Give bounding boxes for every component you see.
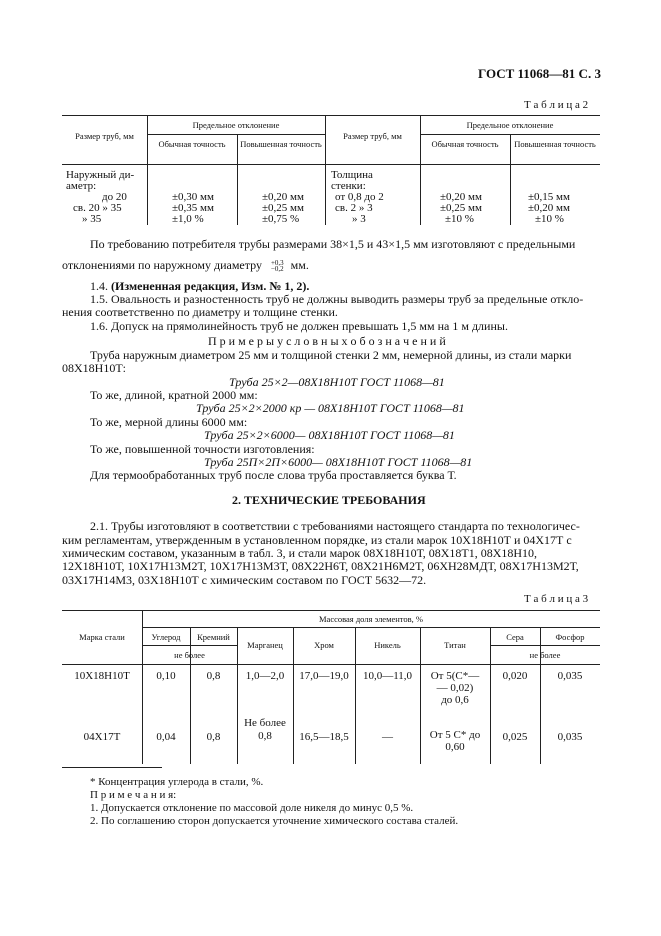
t3-r1-si: 0,8 <box>206 670 221 682</box>
footnote-divider <box>62 767 162 768</box>
section-2-1-line3: химическим составом, указанным в табл. 3, и стали марок 08Х18Н10Т, 08Х18Т1, 08Х18Н10, <box>62 546 538 560</box>
para-1-6: 1.6. Допуск на прямолинейность труб не должен превышать 1,5 мм на 1 м длины. <box>90 319 508 333</box>
t3-col-s: Сера <box>506 632 524 642</box>
t2-col-high-left: Повышенная точность <box>240 139 322 149</box>
section-2-1-line5: 03Х17Н14М3, 03Х18Н10Т с химическим составом по ГОСТ 5632—72. <box>62 573 427 587</box>
table3-caption: Т а б л и ц а 3 <box>524 593 589 605</box>
t3-r2-grade: 04Х17Т <box>83 731 121 743</box>
t2-right-high-3: ±10 % <box>535 213 564 225</box>
t2-left-high-1: ±0,20 мм <box>262 191 304 203</box>
t3-r1-cr: 17,0—19,0 <box>299 670 349 682</box>
note-1: 1. Допускается отклонение по массовой доле никеля до минус 0,5 %. <box>90 802 414 814</box>
table2-caption: Т а б л и ц а 2 <box>524 99 589 111</box>
example-4: То же, повышенной точности изготовления: <box>90 442 315 456</box>
t3-not-more-1: не более <box>174 650 205 660</box>
t2-right-label2: стенки: <box>331 180 366 192</box>
t2-col-normal-right: Обычная точность <box>431 139 499 149</box>
para-1-4-num: 1.4. <box>90 279 108 293</box>
tolerance-plus: +0,3 <box>270 259 284 268</box>
footnote-star: * Концентрация углерода в стали, %. <box>90 776 264 788</box>
t2-right-high-2: ±0,20 мм <box>528 202 570 214</box>
t2-right-normal-1: ±0,20 мм <box>440 191 482 203</box>
t3-r2-mn-2: 0,8 <box>258 730 272 742</box>
tolerance-minus: −0,2 <box>270 265 284 274</box>
t3-r2-ni: — <box>382 731 393 743</box>
t3-r2-si: 0,8 <box>206 731 221 743</box>
t2-col-size-right: Размер труб, мм <box>343 131 402 141</box>
t3-r2-ti-2: 0,60 <box>445 741 465 753</box>
t3-col-grade: Марка стали <box>79 632 125 642</box>
t3-col-mn: Марганец <box>247 640 283 650</box>
t3-r2-mn-1: Не более <box>244 717 286 729</box>
t3-r1-ti-1: От 5(С*— <box>430 670 480 682</box>
example-2-code: Труба 25×2×2000 кр — 08Х18Н10Т ГОСТ 11068—81 <box>196 401 465 415</box>
t2-left-label2: аметр: <box>66 180 97 192</box>
tolerance-unit: мм. <box>290 258 309 272</box>
t3-col-ni: Никель <box>374 640 401 650</box>
t3-r2-cr: 16,5—18,5 <box>299 731 349 743</box>
para-request-line1: По требованию потребителя трубы размерами 38×1,5 и 43×1,5 мм изготовляют с предельными <box>90 237 576 251</box>
t2-right-label1: Толщина <box>331 169 373 181</box>
t2-left-size-3: » 35 <box>82 213 102 225</box>
t3-r2-c: 0,04 <box>156 731 176 743</box>
para-1-5-line1: 1.5. Овальность и разностенность труб не должны выводить размеры труб за предельные откло- <box>90 292 584 306</box>
para-request-text: отклонениями по наружному диаметру <box>62 258 262 272</box>
t2-col-high-right: Повышенная точность <box>514 139 596 149</box>
example-4-code: Труба 25П×2П×6000— 08Х18Н10Т ГОСТ 11068—81 <box>204 455 473 469</box>
t3-not-more-2: не более <box>529 650 561 660</box>
t3-r2-ti-1: От 5 С* до <box>429 729 481 741</box>
t2-right-size-3: » 3 <box>352 213 366 225</box>
t2-left-normal-1: ±0,30 мм <box>172 191 214 203</box>
t2-col-dev-left: Предельное отклонение <box>192 120 280 130</box>
t2-col-dev-right: Предельное отклонение <box>466 120 554 130</box>
para-1-4-bold: (Измененная редакция, Изм. № 1, 2). <box>111 279 310 293</box>
t3-r1-p: 0,035 <box>557 670 583 682</box>
t3-r1-s: 0,020 <box>502 670 528 682</box>
section-2-1-line2: ким регламентам, утвержденным в установленном порядке, из стали марок 10Х18Н10Т и 04Х17Т с <box>62 533 572 547</box>
t3-r1-ti-3: до 0,6 <box>441 694 469 706</box>
t3-col-cr: Хром <box>314 640 334 650</box>
example-1-line1: Труба наружным диаметром 25 мм и толщиной стенки 2 мм, немерной длины, из стали марки <box>90 348 572 362</box>
section-title: 2. ТЕХНИЧЕСКИЕ ТРЕБОВАНИЯ <box>232 493 426 507</box>
tolerance-fraction <box>271 260 284 272</box>
t2-left-size-2: св. 20 » 35 <box>73 202 122 214</box>
section-2-1-line1: 2.1. Трубы изготовляют в соответствии с требованиями настоящего стандарта по технологичес- <box>90 519 580 533</box>
t3-r1-c: 0,10 <box>156 670 176 682</box>
example-1-code: Труба 25×2—08Х18Н10Т ГОСТ 11068—81 <box>229 375 445 389</box>
t2-col-size-left: Размер труб, мм <box>75 131 134 141</box>
t3-r2-s: 0,025 <box>502 731 528 743</box>
examples-title: П р и м е р ы у с л о в н ы х о б о з н а ч е н и й <box>208 334 446 348</box>
t3-col-p: Фосфор <box>555 632 585 642</box>
note-2: 2. По соглашению сторон допускается уточнение химического состава сталей. <box>90 815 459 827</box>
t2-left-normal-3: ±1,0 % <box>172 213 204 225</box>
t3-r1-mn: 1,0—2,0 <box>245 670 285 682</box>
t2-left-label1: Наружный ди- <box>66 169 135 181</box>
notes-title: П р и м е ч а н и я: <box>90 789 177 801</box>
t2-right-normal-2: ±0,25 мм <box>440 202 482 214</box>
t2-left-high-2: ±0,25 мм <box>262 202 304 214</box>
t3-col-c: Углерод <box>151 632 181 642</box>
t3-r1-ni: 10,0—11,0 <box>362 670 413 682</box>
t3-r1-ti-2: — 0,02) <box>436 682 474 694</box>
example-3: То же, мерной длины 6000 мм: <box>90 415 248 429</box>
example-1-line2: 08Х18Н10Т: <box>62 361 126 375</box>
t2-right-size-1: от 0,8 до 2 <box>335 191 384 203</box>
t2-right-normal-3: ±10 % <box>445 213 474 225</box>
page-code: ГОСТ 11068—81 С. 3 <box>478 66 601 81</box>
t3-r2-p: 0,035 <box>557 731 583 743</box>
t3-r1-grade: 10Х18Н10Т <box>74 670 130 682</box>
t2-left-size-1: до 20 <box>102 191 127 203</box>
example-5: Для термообработанных труб после слова труба проставляется буква Т. <box>90 468 457 482</box>
t3-col-si: Кремний <box>197 632 230 642</box>
t2-col-normal-left: Обычная точность <box>158 139 226 149</box>
t3-col-ti: Титан <box>444 640 466 650</box>
t2-right-size-2: св. 2 » 3 <box>335 202 373 214</box>
t2-left-high-3: ±0,75 % <box>262 213 300 225</box>
para-1-5-line2: нения соответственно по диаметру и толщине стенки. <box>62 305 338 319</box>
section-2-1-line4: 12Х18Н10Т, 10Х17Н13М2Т, 10Х17Н13М3Т, 08Х22Н6Т, 08Х21Н6М2Т, 06ХН28МДТ, 08Х17Н13М2Т, <box>62 559 579 573</box>
t3-col-mass: Массовая доля элементов, % <box>319 614 423 624</box>
para-request-line2 <box>62 258 309 273</box>
example-3-code: Труба 25×2×6000— 08Х18Н10Т ГОСТ 11068—81 <box>204 428 455 442</box>
example-2: То же, длиной, кратной 2000 мм: <box>90 388 258 402</box>
t2-right-high-1: ±0,15 мм <box>528 191 570 203</box>
t2-left-normal-2: ±0,35 мм <box>172 202 214 214</box>
